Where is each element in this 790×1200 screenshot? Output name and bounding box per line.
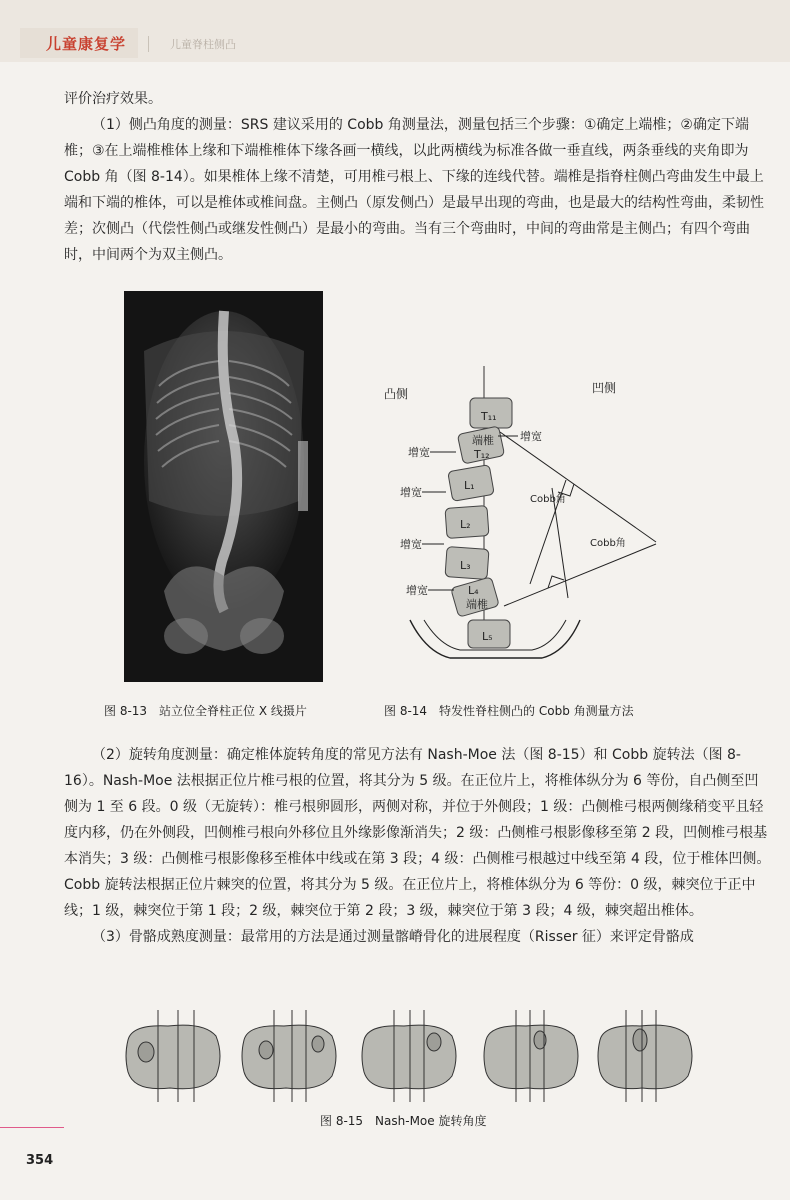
figure-8-14-caption: 图 8-14 特发性脊柱侧凸的 Cobb 角测量方法 bbox=[384, 704, 634, 718]
cobb-angle-label-outer: Cobb角 bbox=[590, 538, 626, 549]
label-t12: T₁₂ bbox=[474, 448, 490, 461]
nash-moe-grade-1 bbox=[242, 1010, 336, 1102]
label-l1: L₁ bbox=[464, 479, 475, 492]
label-l4: L₄ bbox=[468, 584, 479, 597]
label-widen-3: 增宽 bbox=[400, 486, 422, 499]
margin-line bbox=[0, 1127, 64, 1128]
page-number: 354 bbox=[26, 1153, 54, 1168]
label-t11: T₁₁ bbox=[481, 410, 497, 423]
cobb-angle-diagram bbox=[380, 362, 670, 682]
convex-side-label: 凸侧 bbox=[384, 387, 409, 401]
label-l2: L₂ bbox=[460, 518, 471, 531]
vertebra-l4 bbox=[451, 577, 500, 617]
cobb-angle-label-inner: Cobb角 bbox=[530, 494, 566, 505]
concave-side-label: 凹侧 bbox=[592, 381, 617, 395]
label-widen-2: 增宽 bbox=[408, 446, 430, 459]
header-divider bbox=[148, 36, 149, 52]
nash-moe-figure bbox=[124, 1010, 694, 1102]
label-l5: L₅ bbox=[482, 630, 493, 643]
xray-image bbox=[124, 291, 323, 682]
nash-moe-grade-4 bbox=[598, 1010, 692, 1102]
book-title: 儿童康复学 bbox=[46, 35, 127, 53]
text-block-top bbox=[64, 86, 772, 268]
label-widen-4: 增宽 bbox=[400, 538, 422, 551]
label-end-vertebra-bottom: 端椎 bbox=[466, 598, 488, 611]
page-header bbox=[0, 0, 790, 62]
nash-moe-grade-0 bbox=[126, 1010, 220, 1102]
paragraph-skeletal-maturity: （3）骨骼成熟度测量：最常用的方法是通过测量髂嵴骨化的进展程度（Risser 征）来评定骨骼成 bbox=[92, 929, 694, 945]
nash-moe-grade-3 bbox=[484, 1010, 578, 1102]
chapter-title: 儿童脊柱侧凸 bbox=[170, 38, 236, 51]
figure-8-13-caption: 图 8-13 站立位全脊柱正位 X 线摄片 bbox=[104, 704, 307, 718]
label-l3: L₃ bbox=[460, 559, 471, 572]
label-end-vertebra-top: 端椎 bbox=[472, 434, 494, 447]
label-widen-5: 增宽 bbox=[406, 584, 428, 597]
text-block-middle bbox=[64, 742, 772, 950]
paragraph-cobb-angle: （1）侧凸角度的测量：SRS 建议采用的 Cobb 角测量法，测量包括三个步骤：①确定上端椎；②确定下端椎；③在上端椎椎体上缘和下端椎椎体下缘各画一横线，以此两横线为标准各做一垂直线，两条垂线的夹角即为 Cobb 角（图 8-14）。如果椎体上缘不清楚，可用椎弓根上、下缘的连线代替。端椎是指脊柱侧凸弯曲发生中最上端和下端的椎体，可以是椎体或椎间盘。主侧凸（原发侧凸）是最早出现的弯曲，也是最大的结构性弯曲，柔韧性差；次侧凸（代偿性侧凸或继发性侧凸）是最小的弯曲。当有三个弯曲时，中间的弯曲常是主侧凸；有四个弯曲时，中间两个为双主侧凸。 bbox=[64, 117, 764, 263]
label-widen-1: 增宽 bbox=[520, 430, 542, 443]
paragraph-rotation: （2）旋转角度测量：确定椎体旋转角度的常见方法有 Nash-Moe 法（图 8-15）和 Cobb 旋转法（图 8-16）。Nash-Moe 法根据正位片椎弓根的位置，将其分为 5 级。在正位片上，将椎体纵分为 6 等份，自凸侧至凹侧为 1 至 6 段。0 级（无旋转）：椎弓根卵圆形，两侧对称，并位于外侧段；1 级：凸侧椎弓根两侧缘稍变平且轻度内移，仍在外侧段，凹侧椎弓根向外移位且外缘影像渐消失；2 级：凸侧椎弓根影像移至第 2 段，凹侧椎弓根基本消失；3 级：凸侧椎弓根影像移至椎体中线或在第 3 段；4 级：凸侧椎弓根越过中线至第 4 段，位于椎体凹侧。Cobb 旋转法根据正位片棘突的位置，将其分为 5 级。在正位片上，将椎体纵分为 6 等份：0 级，棘突位于正中线；1 级，棘突位于第 1 段；2 级，棘突位于第 2 段；3 级，棘突位于第 3 段；4 级，棘突超出椎体。 bbox=[64, 747, 771, 919]
nash-moe-grade-2 bbox=[362, 1010, 456, 1102]
figure-8-15-caption: 图 8-15 Nash-Moe 旋转角度 bbox=[320, 1114, 487, 1128]
paragraph-intro: 评价治疗效果。 bbox=[64, 91, 162, 107]
